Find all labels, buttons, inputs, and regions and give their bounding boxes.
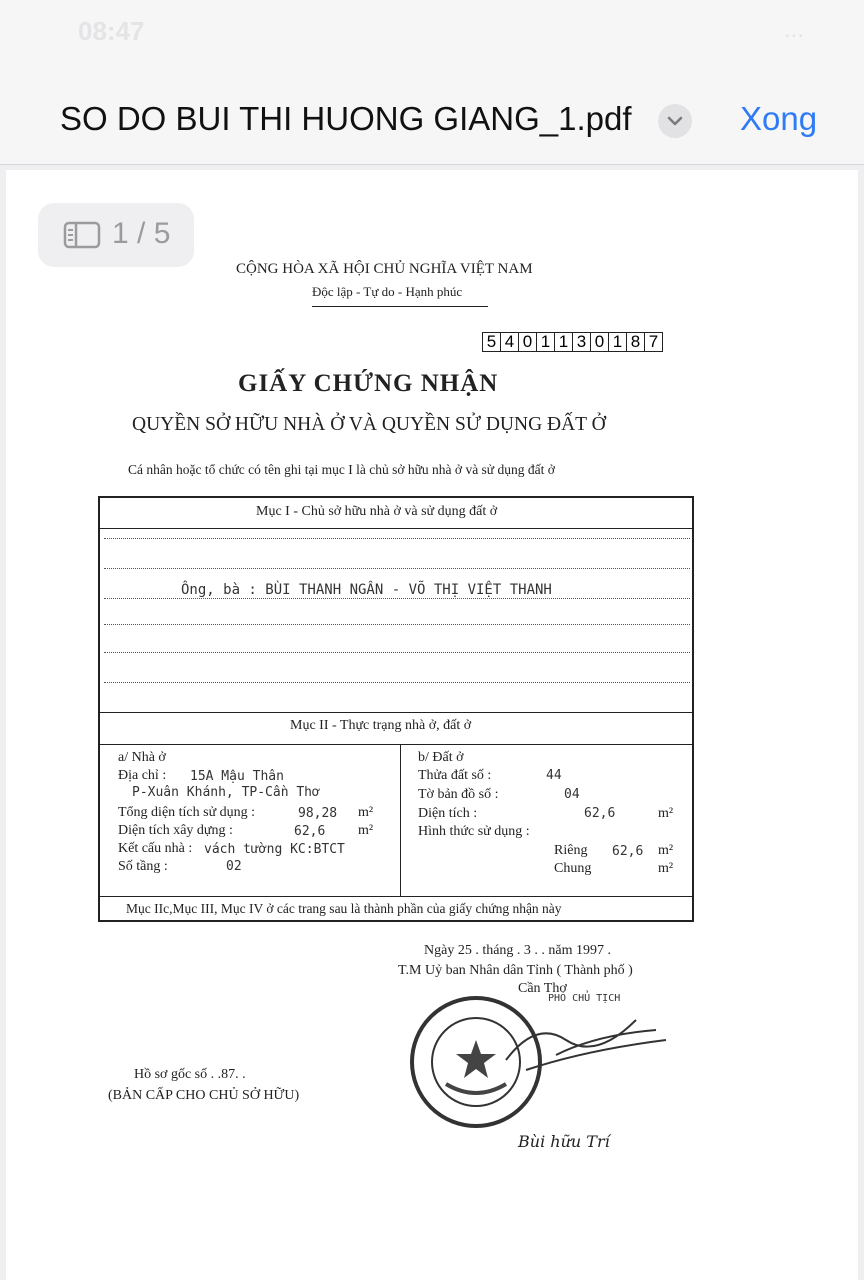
private-unit: m² bbox=[658, 843, 674, 858]
document-title: GIẤY CHỨNG NHẬN bbox=[238, 370, 499, 397]
dotted-line bbox=[104, 538, 690, 539]
house-heading: a/ Nhà ở bbox=[118, 750, 166, 765]
serial-digit: 5 bbox=[483, 333, 501, 351]
map-label: Tờ bản đồ số : bbox=[418, 787, 499, 802]
motto-underline bbox=[312, 306, 488, 307]
total-area-label: Tổng diện tích sử dụng : bbox=[118, 805, 256, 820]
private-value: 62,6 bbox=[612, 844, 644, 859]
plot-label: Thửa đất số : bbox=[418, 768, 492, 783]
sidebar-icon bbox=[63, 221, 101, 249]
section2-heading: Mục II - Thực trạng nhà ở, đất ở bbox=[290, 718, 472, 733]
serial-digit: 8 bbox=[627, 333, 645, 351]
file-title[interactable]: SO DO BUI THI HUONG GIANG_1.pdf bbox=[60, 100, 632, 137]
address-label: Địa chỉ : bbox=[118, 768, 167, 783]
address-value-2: P-Xuân Khánh, TP-Cần Thơ bbox=[132, 785, 320, 800]
issue-date: Ngày 25 . tháng . 3 . . năm 1997 . bbox=[424, 943, 612, 958]
dotted-line bbox=[104, 624, 690, 625]
table-divider bbox=[100, 528, 692, 529]
file-number: Hồ sơ gốc số . .87. . bbox=[134, 1067, 246, 1082]
shared-unit: m² bbox=[658, 861, 674, 876]
section1-heading: Mục I - Chủ sở hữu nhà ở và sử dụng đất ở bbox=[256, 504, 498, 519]
viewer-header bbox=[0, 60, 864, 165]
dotted-line bbox=[104, 598, 690, 599]
status-bar bbox=[0, 0, 864, 60]
total-area-value: 98,28 bbox=[298, 806, 338, 821]
status-icons: ... bbox=[783, 16, 804, 43]
signer-name: Bùi hữu Trí bbox=[518, 1132, 610, 1151]
serial-digit: 1 bbox=[609, 333, 627, 351]
floors-label: Số tầng : bbox=[118, 859, 168, 874]
done-button[interactable]: Xong bbox=[740, 100, 818, 137]
serial-digit: 3 bbox=[573, 333, 591, 351]
nation-heading: CỘNG HÒA XÃ HỘI CHỦ NGHĨA VIỆT NAM bbox=[236, 261, 533, 277]
build-area-value: 62,6 bbox=[294, 824, 326, 839]
owner-name: Ông, bà : BÙI THANH NGÂN - VÕ THỊ VIỆT THANH bbox=[181, 582, 552, 598]
title-menu-button[interactable] bbox=[658, 104, 692, 138]
build-area-label: Diện tích xây dựng : bbox=[118, 823, 233, 838]
land-area-label: Diện tích : bbox=[418, 806, 478, 821]
shared-label: Chung bbox=[554, 861, 592, 876]
copy-note: (BẢN CẤP CHO CHỦ SỞ HỮU) bbox=[108, 1088, 300, 1103]
address-value: 15A Mậu Thân bbox=[190, 769, 284, 784]
serial-number bbox=[482, 332, 663, 352]
table-divider bbox=[100, 744, 692, 745]
serial-digit: 0 bbox=[591, 333, 609, 351]
signature-stroke bbox=[496, 1000, 676, 1080]
serial-digit: 1 bbox=[555, 333, 573, 351]
land-heading: b/ Đất ở bbox=[418, 750, 464, 765]
floors-value: 02 bbox=[226, 859, 242, 874]
serial-digit: 0 bbox=[519, 333, 537, 351]
certificate-table bbox=[98, 496, 694, 922]
serial-digit: 1 bbox=[537, 333, 555, 351]
table-column-divider bbox=[400, 744, 401, 896]
serial-digit: 7 bbox=[648, 332, 659, 351]
chevron-down-icon bbox=[667, 114, 683, 128]
private-label: Riêng bbox=[554, 843, 588, 858]
page-counter-text: 1 / 5 bbox=[112, 217, 171, 250]
document-subtitle: QUYỀN SỞ HỮU NHÀ Ở VÀ QUYỀN SỬ DỤNG ĐẤT Ở bbox=[132, 414, 606, 435]
issuer: T.M Uỷ ban Nhân dân Tỉnh ( Thành phố ) bbox=[398, 963, 633, 978]
table-footer: Mục IIc,Mục III, Mục IV ở các trang sau là thành phần của giấy chứng nhận này bbox=[126, 901, 562, 916]
structure-value: vách tường KC:BTCT bbox=[204, 842, 345, 857]
page-counter[interactable] bbox=[38, 203, 194, 267]
usage-label: Hình thức sử dụng : bbox=[418, 824, 530, 839]
total-area-unit: m² bbox=[358, 805, 374, 820]
plot-value: 44 bbox=[546, 768, 562, 783]
status-time: 08:47 bbox=[78, 16, 145, 46]
structure-label: Kết cấu nhà : bbox=[118, 841, 193, 856]
serial-digit: 4 bbox=[501, 333, 519, 351]
land-area-value: 62,6 bbox=[584, 806, 616, 821]
dotted-line bbox=[104, 652, 690, 653]
issuer-city: Cần Thơ bbox=[518, 981, 567, 996]
table-divider bbox=[100, 712, 692, 713]
land-area-unit: m² bbox=[658, 806, 674, 821]
dotted-line bbox=[104, 568, 690, 569]
dotted-line bbox=[104, 682, 690, 683]
signer-position: PHÓ CHỦ TỊCH bbox=[548, 993, 621, 1004]
motto: Độc lập - Tự do - Hạnh phúc bbox=[312, 284, 463, 299]
document-intro: Cá nhân hoặc tổ chức có tên ghi tại mục I là chủ sở hữu nhà ở và sử dụng đất ở bbox=[128, 462, 555, 477]
table-divider bbox=[100, 896, 692, 897]
build-area-unit: m² bbox=[358, 823, 374, 838]
map-value: 04 bbox=[564, 787, 580, 802]
